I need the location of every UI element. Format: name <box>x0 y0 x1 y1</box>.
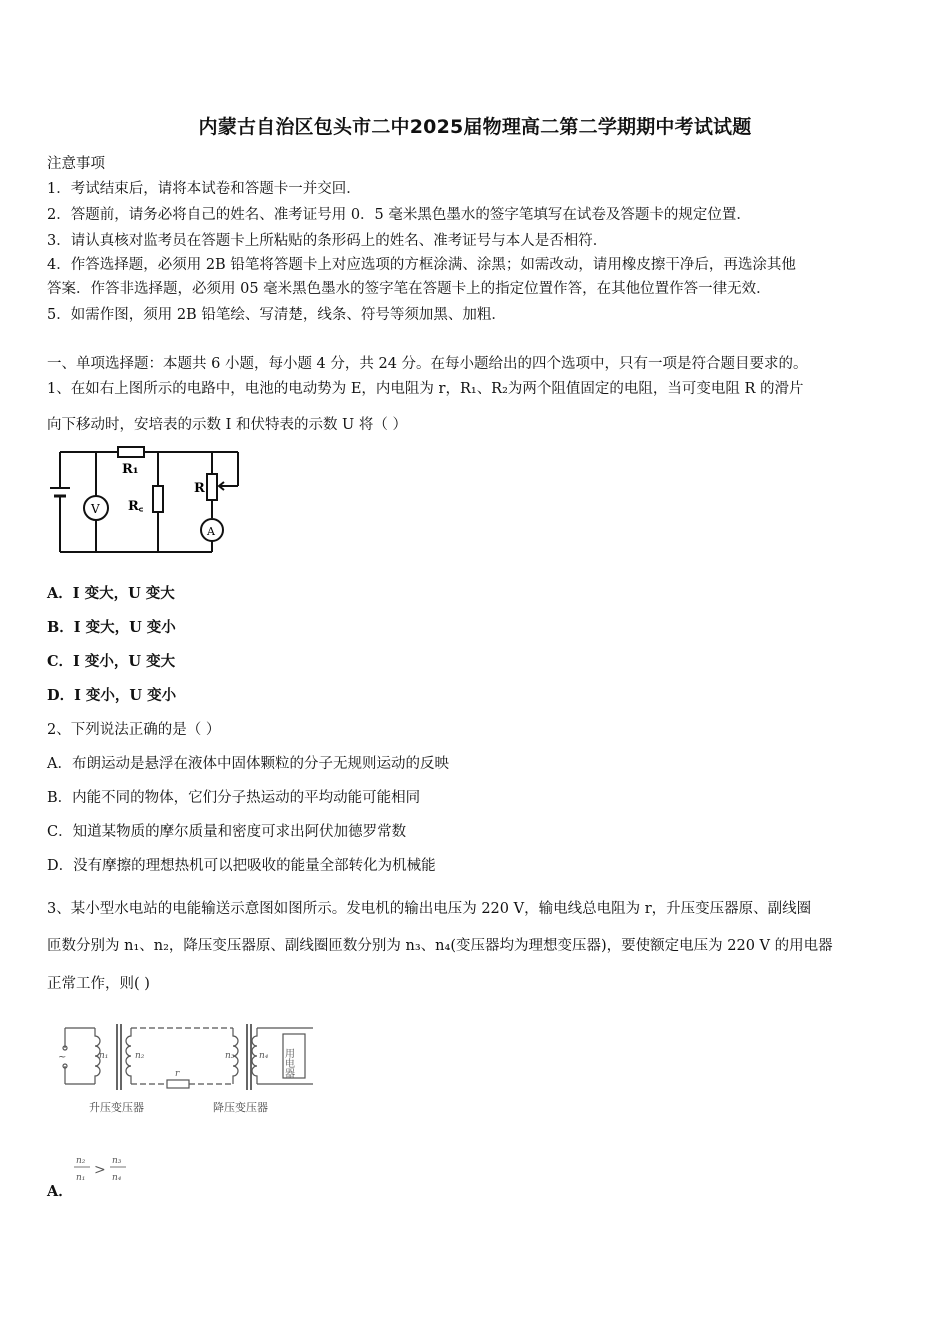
option: B．内能不同的物体，它们分子热运动的平均动能可能相同 <box>47 790 421 806</box>
option: A．布朗运动是悬浮在液体中固体颗粒的分子无规则运动的反映 <box>47 756 449 772</box>
option: C．知道某物质的摩尔质量和密度可求出阿伏加德罗常数 <box>47 824 407 840</box>
option: D．I 变小，U 变小 <box>47 687 177 704</box>
rc-label: R꜀ <box>128 499 144 514</box>
option: C．I 变小，U 变大 <box>47 653 176 670</box>
option: A．I 变大，U 变大 <box>47 585 175 602</box>
step-up-label: 升压变压器 <box>89 1101 144 1114</box>
formula-den-right: n₄ <box>112 1173 122 1183</box>
circuit-diagram <box>40 440 250 560</box>
line-resistance-label: r <box>175 1069 180 1079</box>
question-3-stem-cont: 匝数分别为 n₁、n₂，降压变压器原、副线圈匝数分别为 n₃、n₄(变压器均为理想变压器)，要使额定电压为 220 V 的用电器 <box>47 938 833 954</box>
formula-num-right: n₃ <box>112 1156 122 1166</box>
n1-label: n₁ <box>99 1051 109 1061</box>
question-1-stem-cont: 向下移动时，安培表的示数 I 和伏特表的示数 U 将（ ） <box>47 417 407 433</box>
load-label: 用电器 <box>282 1048 294 1078</box>
r-label: R <box>194 481 205 496</box>
transmission-diagram <box>55 1018 325 1123</box>
option-a-label: A． <box>47 1183 73 1200</box>
option: B．I 变大，U 变小 <box>47 619 176 636</box>
notice-item: 2．答题前，请务必将自己的姓名、准考证号用 0．5 毫米黑色墨水的签字笔填写在试卷及答题卡的规定位置． <box>47 207 751 223</box>
notice-item: 5．如需作图，须用 2B 铅笔绘、写清楚，线条、符号等须加黑、加粗． <box>47 307 506 323</box>
formula-op: > <box>94 1162 106 1178</box>
notice-item: 4．作答选择题，必须用 2B 铅笔将答题卡上对应选项的方框涂满、涂黑；如需改动，请用橡皮擦干净后，再选涂其他 <box>47 257 796 273</box>
question-2-stem: 2、下列说法正确的是（ ） <box>47 722 221 738</box>
formula-den-left: n₁ <box>76 1173 86 1183</box>
page-title: 内蒙古自治区包头市二中2025届物理高二第二学期期中考试试题 <box>198 116 752 138</box>
question-1-stem: 1、在如右上图所示的电路中，电池的电动势为 E，内电阻为 r，R₁、R₂为两个阻值固定的电阻，当可变电阻 R 的滑片 <box>47 381 804 397</box>
notice-item: 1．考试结束后，请将本试卷和答题卡一并交回． <box>47 181 361 197</box>
voltmeter-label: V <box>91 502 100 516</box>
step-down-label: 降压变压器 <box>213 1101 268 1114</box>
notice-item: 3．请认真核对监考员在答题卡上所粘贴的条形码上的姓名、准考证号与本人是否相符． <box>47 233 608 249</box>
formula-num-left: n₂ <box>76 1156 86 1166</box>
n4-label: n₄ <box>259 1051 269 1061</box>
question-3-stem: 3、某小型水电站的电能输送示意图如图所示。发电机的输出电压为 220 V，输电线总电阻为 r，升压变压器原、副线圈 <box>47 901 812 917</box>
option: D．没有摩擦的理想热机可以把吸收的能量全部转化为机械能 <box>47 858 436 874</box>
question-3-stem-cont: 正常工作，则( ) <box>47 976 150 992</box>
notice-heading: 注意事项 <box>47 156 105 172</box>
n3-label: n₃ <box>225 1051 235 1061</box>
r1-label: R₁ <box>122 462 139 477</box>
n2-label: n₂ <box>135 1051 145 1061</box>
ammeter-label: A <box>207 525 215 538</box>
notice-item: 答案．作答非选择题，必须用 05 毫米黑色墨水的签字笔在答题卡上的指定位置作答，在其他位置作答一律无效． <box>47 281 771 297</box>
ac-source-label: ~ <box>58 1052 67 1063</box>
section-heading: 一、单项选择题：本题共 6 小题，每小题 4 分，共 24 分。在每小题给出的四个选项中，只有一项是符合题目要求的。 <box>47 356 808 372</box>
option-a-formula <box>72 1150 142 1190</box>
